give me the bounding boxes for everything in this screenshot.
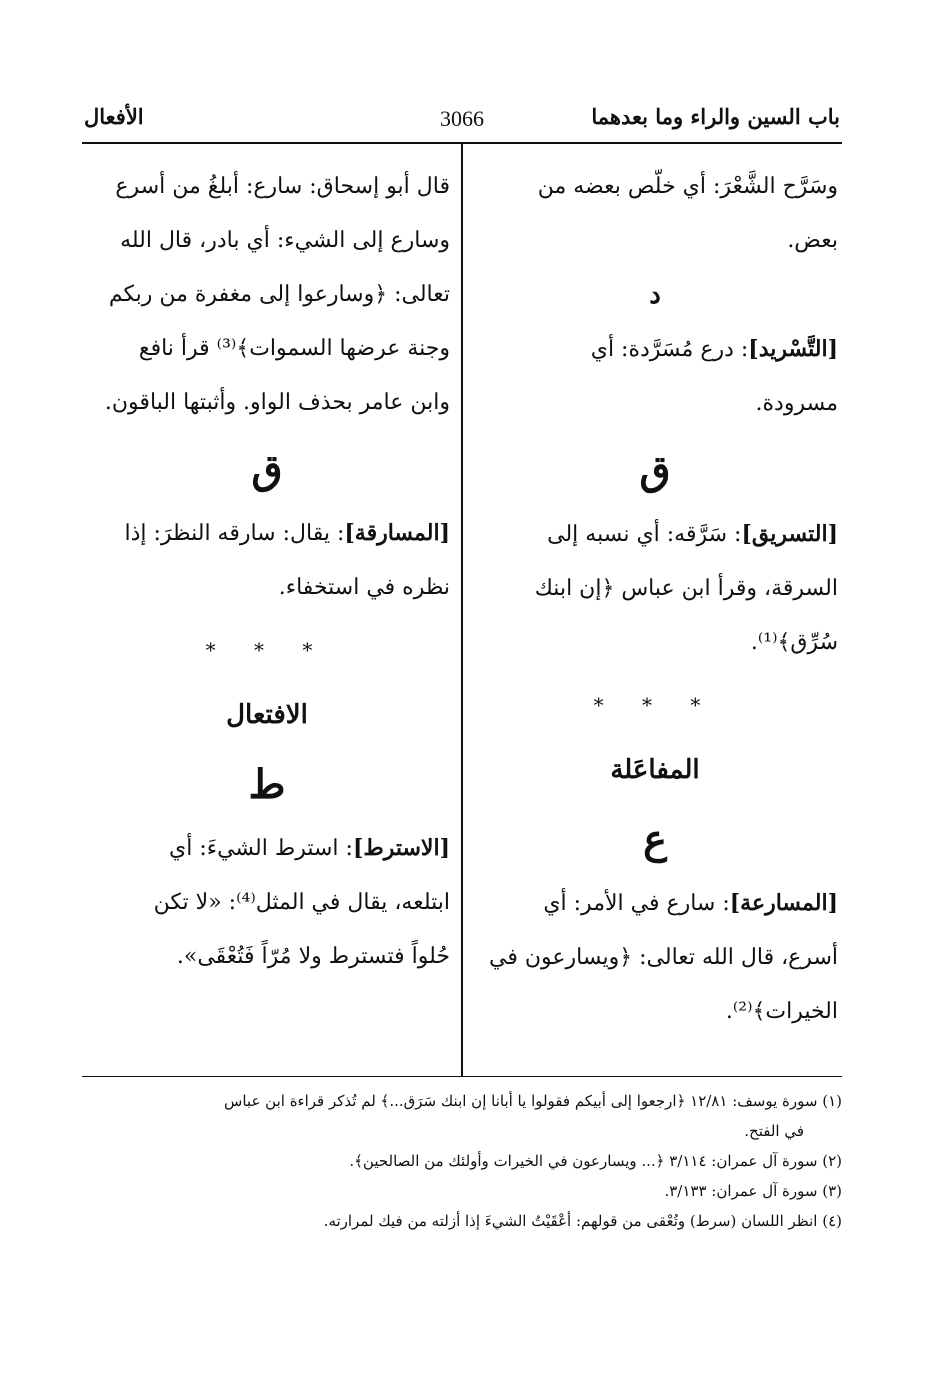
entry-tasreeq: [التسريق]: سَرَّقه: أي نسبه إلى xyxy=(547,521,838,547)
footnote-2: (٢) سورة آل عمران: ٣/١١٤ ﴿... ويسارعون في الخيرات وأولئك من الصالحين﴾. xyxy=(349,1152,842,1170)
column-divider xyxy=(461,144,463,1076)
paragraph: حُلواً فتسترط ولا مُرّاً فَتُعْقَى». xyxy=(176,944,450,969)
entry-musaraqa: [المسارقة]: يقال: سارقه النظرَ: إذا xyxy=(124,520,450,546)
page-header xyxy=(84,104,840,144)
letter-heading-ta: ط xyxy=(248,761,286,808)
separator-stars: * * * xyxy=(205,638,329,662)
paragraph: وسَرَّح الشَّعْرَ: أي خلّص بعضه من xyxy=(537,174,838,199)
paragraph: وابن عامر بحذف الواو. وأثبتها الباقون. xyxy=(104,390,450,415)
entry-tasreed: [التَّسْريد]: درع مُسَرَّدة: أي xyxy=(590,336,838,362)
paragraph: الخيرات﴾⁽²⁾. xyxy=(725,999,838,1024)
paragraph: أسرع، قال الله تعالى: ﴿ويسارعون في xyxy=(489,945,838,970)
paragraph: مسرودة. xyxy=(755,391,838,416)
section-heading-mufaala: المفاعَلة xyxy=(610,755,700,785)
entry-istirat: [الاسترط]: استرط الشيءَ: أي xyxy=(169,835,450,861)
footnote-1-cont: في الفتح. xyxy=(744,1122,804,1140)
letter-heading-qaf: ق xyxy=(639,447,671,494)
footnote-rule xyxy=(82,1076,842,1077)
section-heading-iftiaal: الافتعال xyxy=(226,700,308,730)
footnote-1: (١) سورة يوسف: ١٢/٨١ ﴿ارجعوا إلى أبيكم فقولوا يا أبانا إن ابنك سَرَق...﴾ لم تُذكر قراءة ابن عباس xyxy=(224,1092,842,1110)
footnote-4: (٤) انظر اللسان (سرط) وتُعْقى من قولهم: أعْقَيْتُ الشيءَ إذا أزلته من فيك لمرارته. xyxy=(323,1212,842,1230)
letter-heading-qaf: ق xyxy=(251,446,283,493)
paragraph: السرقة، وقرأ ابن عباس ﴿إن ابنك xyxy=(534,576,838,601)
paragraph: بعض. xyxy=(787,228,838,253)
footnote-3: (٣) سورة آل عمران: ٣/١٣٣. xyxy=(664,1182,842,1200)
page-number: 3066 xyxy=(440,106,484,131)
entry-musaraa: [المسارعة]: سارع في الأمر: أي xyxy=(543,890,838,916)
right-column xyxy=(472,160,838,1039)
separator-stars: * * * xyxy=(593,693,717,717)
letter-heading-ain: ع xyxy=(643,816,667,863)
letter-heading-dal: د xyxy=(649,280,661,310)
section-title: الأفعال xyxy=(84,104,144,129)
paragraph: وسارع إلى الشيء: أي بادر، قال الله xyxy=(120,228,450,253)
paragraph: نظره في استخفاء. xyxy=(278,575,450,600)
chapter-title: باب السين والراء وما بعدهما xyxy=(591,104,840,129)
paragraph: تعالى: ﴿وسارعوا إلى مغفرة من ربكم xyxy=(108,282,450,307)
left-column xyxy=(84,160,450,984)
paragraph: وجنة عرضها السموات﴾⁽³⁾ قرأ نافع xyxy=(138,336,450,361)
footnotes xyxy=(82,1086,842,1236)
paragraph: سُرِّق﴾⁽¹⁾. xyxy=(750,630,838,655)
paragraph: قال أبو إسحاق: سارع: أبلغُ من أسرع xyxy=(115,174,450,199)
paragraph: ابتلعه، يقال في المثل⁽⁴⁾: «لا تكن xyxy=(153,890,450,915)
